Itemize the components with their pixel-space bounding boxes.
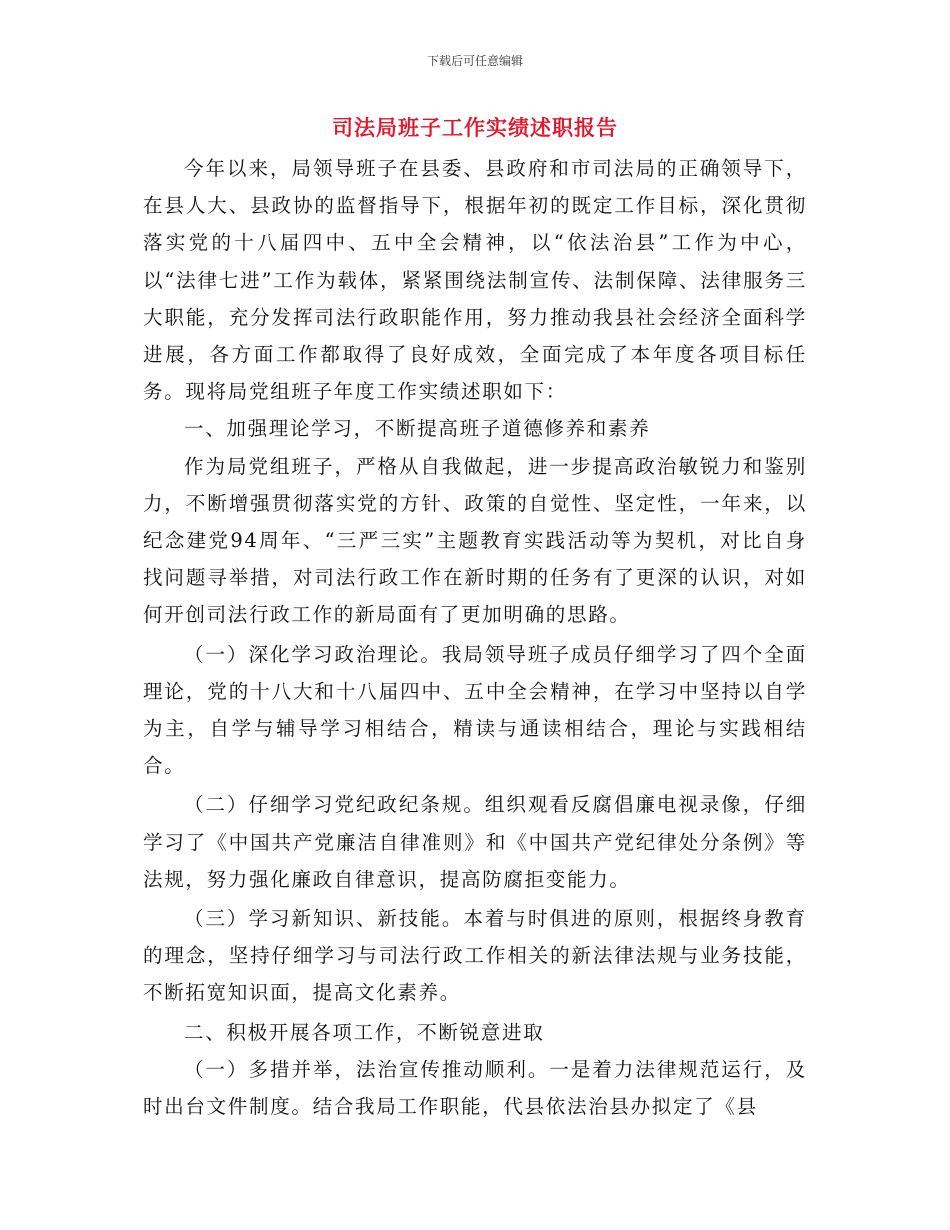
paragraph-item-1-1: （一）深化学习政治理论。我局领导班子成员仔细学习了四个全面理论，党的十八大和十八届四中、五中全会精神，在学习中坚持以自学为主，自学与辅导学习相结合，精读与通读相结合，理论与实践相结合。 — [143, 642, 807, 778]
section-heading-2: 二、积极开展各项工作，不断锐意进取 — [184, 1020, 545, 1044]
section-heading-1: 一、加强理论学习，不断提高班子道德修养和素养 — [184, 417, 651, 441]
paragraph-item-2-1: （一）多措并举，法治宣传推动顺利。一是着力法律规范运行，及时出台文件制度。结合我局工作职能，代县依法治县办拟定了《县 — [143, 1057, 807, 1119]
paragraph-section-1: 作为局党组班子，严格从自我做起，进一步提高政治敏锐力和鉴别力，不断增强贯彻落实党的方针、政策的自觉性、坚定性，一年来，以纪念建党94周年、“三严三实”主题教育实践活动等为契机，对比自身找问题寻举措，对司法行政工作在新时期的任务有了更深的认识，对如何开创司法行政工作的新局面有了更加明确的思路。 — [143, 454, 807, 627]
paragraph-intro: 今年以来，局领导班子在县委、县政府和市司法局的正确领导下，在县人大、县政协的监督指导下，根据年初的既定工作目标，深化贯彻落实党的十八届四中、五中全会精神，以“依法治县”工作为中心，以“法律七进”工作为载体，紧紧围绕法制宣传、法制保障、法律服务三大职能，充分发挥司法行政职能作用，努力推动我县社会经济全面科学进展，各方面工作都取得了良好成效，全面完成了本年度各项目标任务。现将局党组班子年度工作实绩述职如下： — [143, 157, 807, 404]
page-header: 下载后可任意编辑 — [426, 54, 523, 68]
paragraph-item-1-3: （三）学习新知识、新技能。本着与时俱进的原则，根据终身教育的理念，坚持仔细学习与司法行政工作相关的新法律法规与业务技能，不断拓宽知识面，提高文化素养。 — [143, 907, 807, 1005]
document-body — [143, 150, 807, 1125]
document-title: 司法局班子工作实绩述职报告 — [332, 115, 618, 140]
paragraph-item-1-2: （二）仔细学习党纪政纪条规。组织观看反腐倡廉电视录像，仔细学习了《中国共产党廉洁自律准则》和《中国共产党纪律处分条例》等法规，努力强化廉政自律意识，提高防腐拒变能力。 — [143, 793, 807, 891]
